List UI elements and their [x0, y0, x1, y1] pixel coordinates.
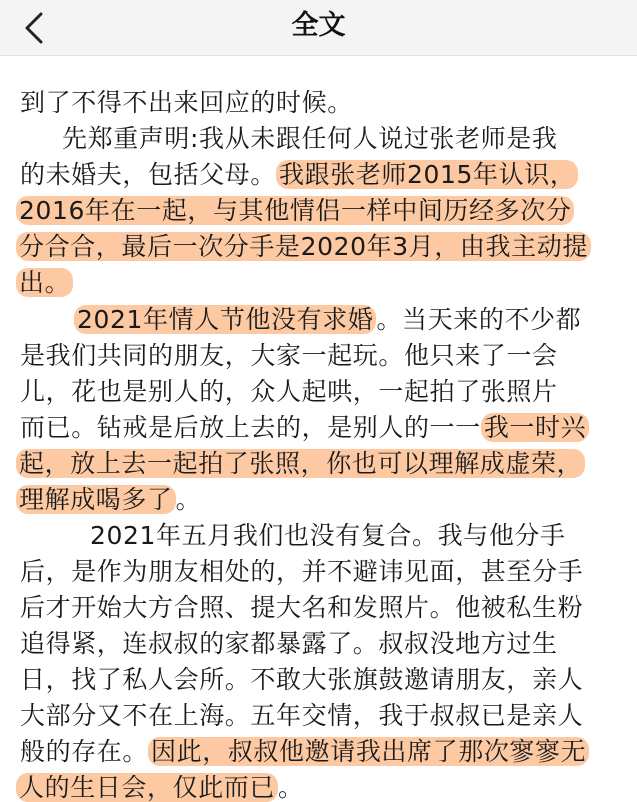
text-line	[16, 485, 201, 515]
top-bar	[0, 0, 637, 56]
text-line	[20, 701, 583, 731]
highlighted-text: 起，放上去一起拍了张照，你也可以理解成虚荣，	[16, 449, 585, 478]
text-segment: 。	[278, 773, 304, 802]
highlighted-text: 出。	[16, 268, 73, 297]
text-segment: 般的存在。	[20, 737, 149, 766]
text-line	[16, 773, 304, 802]
text-segment: 儿，花也是别人的，众人起哄，一起拍了张照片	[20, 377, 558, 406]
text-line	[62, 124, 557, 154]
text-line	[20, 665, 583, 695]
text-segment: 后，是作为朋友相处的，并不避讳见面，甚至分手	[20, 557, 584, 586]
highlighted-text: 人的生日会，仅此而已	[16, 773, 278, 802]
text-segment: 日，找了私人会所。不敢大张旗鼓邀请朋友，亲人	[20, 665, 584, 694]
text-line	[20, 593, 583, 623]
text-line	[20, 557, 583, 587]
text-segment: 。当天来的不少都	[376, 305, 582, 334]
text-line	[20, 88, 353, 118]
highlighted-text: 我一时兴	[481, 413, 589, 442]
text-segment: 。	[175, 485, 202, 514]
highlighted-text: 2021年情人节他没有求婚	[74, 305, 376, 334]
text-line	[20, 160, 578, 190]
text-line	[74, 305, 581, 335]
text-segment: 而已。钻戒是后放上去的，是别人的一一	[20, 413, 481, 442]
text-line	[20, 737, 589, 767]
page-title: 全文	[291, 10, 346, 41]
text-segment: 是我们共同的朋友，大家一起玩。他只来了一会	[20, 341, 558, 370]
highlighted-text: 2016年在一起，与其他情侣一样中间历经多次分	[16, 196, 574, 225]
text-segment: 后才开始大方合照、提大名和发照片。他被私生粉	[20, 593, 584, 622]
text-line	[20, 629, 558, 659]
article-body	[0, 55, 637, 802]
text-segment: 2021年五月我们也没有复合。我与他分手	[90, 521, 566, 550]
text-line	[16, 449, 585, 479]
text-segment: 到了不得不出来回应的时候。	[20, 88, 353, 117]
text-segment: 追得紧，连叔叔的家都暴露了。叔叔没地方过生	[20, 629, 558, 658]
text-line	[20, 341, 558, 371]
text-line	[90, 521, 566, 551]
text-line	[16, 232, 591, 262]
text-segment: 的未婚夫，包括父母。	[20, 160, 277, 189]
text-segment: 先郑重声明:我从未跟任何人说过张老师是我	[62, 124, 558, 153]
text-line	[20, 413, 589, 443]
highlighted-text: 因此，叔叔他邀请我出席了那次寥寥无	[148, 737, 589, 766]
highlighted-text: 分合合，最后一次分手是2020年3月，由我主动提	[16, 232, 591, 261]
text-line	[20, 377, 558, 407]
text-line	[16, 196, 574, 226]
highlighted-text: 我跟张老师2015年认识，	[276, 160, 578, 189]
highlighted-text: 理解成喝多了	[16, 485, 176, 514]
text-segment: 大部分又不在上海。五年交情，我于叔叔已是亲人	[20, 701, 584, 730]
text-line	[16, 268, 73, 298]
